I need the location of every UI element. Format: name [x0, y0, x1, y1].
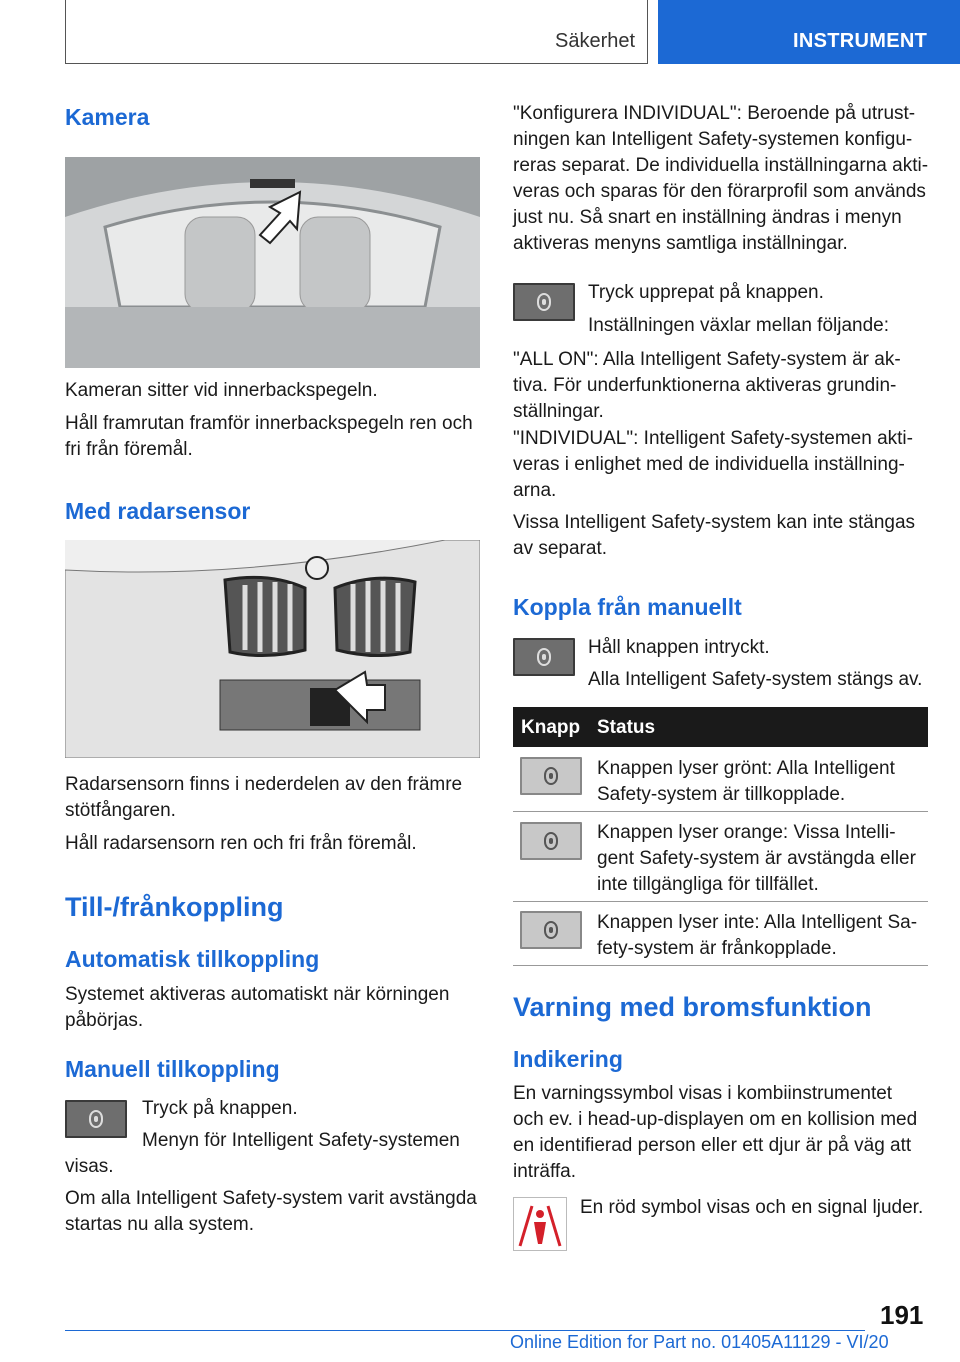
safety-button-icon: [537, 648, 551, 666]
radar-text-1a: Radarsensorn finns i nederdelen av den främre: [65, 774, 463, 795]
pedestrian-warning-symbol: [513, 1197, 567, 1251]
konfig-l6: aktiveras menyns samtliga inställningar.: [513, 233, 848, 254]
row3-l1: Knappen lyser inte: Alla Intelligent Sa-: [597, 912, 918, 933]
heading-radar: Med radarsensor: [65, 498, 251, 524]
safety-button-icon: [537, 293, 551, 311]
footer-rule: [65, 1330, 865, 1331]
alla-stangs: Alla Intelligent Safety-system stängs av.: [588, 669, 923, 690]
section-name: Säkerhet: [555, 30, 636, 52]
safety-button-icon: [544, 832, 558, 850]
allon-l3: ställningar.: [513, 401, 604, 422]
heading-varning: Varning med bromsfunktion: [513, 992, 872, 1022]
table-rule: [513, 965, 928, 966]
konfig-l3: reras separat. De individuella inställningarna akti-: [513, 155, 929, 176]
manuell-text-2b: visas.: [65, 1156, 114, 1177]
indiv-l1: "INDIVIDUAL": Intelligent Safety-systemen akti-: [513, 428, 913, 449]
button-off-state: [520, 911, 582, 949]
vissa-l1: Vissa Intelligent Safety-system kan inte stängas: [513, 512, 916, 533]
safety-button-3[interactable]: [513, 638, 575, 676]
tryck-upprepat: Tryck upprepat på knappen.: [588, 282, 824, 303]
kamera-text-2b: fri från föremål.: [65, 439, 193, 460]
manuell-text-3a: Om alla Intelligent Safety-system varit avstängda: [65, 1188, 477, 1209]
konfig-l4: veras och sparas för den förarprofil som används: [513, 181, 926, 202]
indiv-l3: arna.: [513, 480, 557, 501]
table-rule: [513, 811, 928, 812]
heading-kamera: Kamera: [65, 104, 150, 130]
radar-text-1b: stötfångaren.: [65, 800, 176, 821]
col-knapp: Knapp: [521, 717, 581, 738]
indiv-l2: veras i enlighet med de individuella inställning-: [513, 454, 905, 475]
heading-koppla-fran: Koppla från manuellt: [513, 594, 742, 620]
allon-l2: tiva. För underfunktionerna aktiveras grundin-: [513, 375, 897, 396]
ind-l1: En varningssymbol visas i kombiinstrumentet: [513, 1083, 893, 1104]
tab-instrument[interactable]: [658, 0, 960, 64]
rod-symbol-text: En röd symbol visas och en signal ljuder.: [580, 1197, 924, 1218]
safety-button-2[interactable]: [513, 283, 575, 321]
page-number: 191: [880, 1300, 924, 1330]
konfig-l1: "Konfigurera INDIVIDUAL": Beroende på utrust-: [513, 103, 916, 124]
footer-edition: Online Edition for Part no. 01405A11129 - VI/20: [510, 1332, 889, 1352]
row2-l1: Knappen lyser orange: Vissa Intelli-: [597, 822, 896, 843]
safety-button[interactable]: [65, 1100, 127, 1138]
hall-knappen: Håll knappen intryckt.: [588, 637, 770, 658]
radar-image: [65, 540, 480, 758]
konfig-l2: ningen kan Intelligent Safety-systemen konfigu-: [513, 129, 913, 150]
ind-l3: en identifierad person eller ett djur är på väg att: [513, 1135, 912, 1156]
camera-image: [65, 157, 480, 368]
heading-manuell: Manuell tillkoppling: [65, 1056, 280, 1082]
safety-button-icon: [544, 767, 558, 785]
table-rule: [513, 901, 928, 902]
row2-l3: inte tillgängliga för tillfället.: [597, 874, 819, 895]
safety-button-icon: [544, 921, 558, 939]
status-table-header: [513, 707, 928, 747]
heading-automatisk: Automatisk tillkoppling: [65, 946, 320, 972]
row3-l2: fety-system är frånkopplade.: [597, 938, 837, 959]
kamera-text-2a: Håll framrutan framför innerbackspegeln ren och: [65, 413, 473, 434]
ind-l4: inträffa.: [513, 1161, 577, 1182]
manuell-text-1: Tryck på knappen.: [142, 1098, 298, 1119]
col-status: Status: [597, 717, 656, 738]
ind-l2: och ev. i head-up-displayen om en kollision med: [513, 1109, 918, 1130]
auto-text-a: Systemet aktiveras automatiskt när körningen: [65, 984, 450, 1005]
manuell-text-2a: Menyn för Intelligent Safety-systemen: [142, 1130, 460, 1151]
manuell-text-3b: startas nu alla system.: [65, 1214, 255, 1235]
row1-l1: Knappen lyser grönt: Alla Intelligent: [597, 758, 895, 779]
konfig-l5: just nu. Så snart en inställning ändras i menyn: [513, 207, 902, 228]
kamera-text-1: Kameran sitter vid innerbackspegeln.: [65, 380, 378, 401]
pedestrian-warning-icon: [514, 1198, 566, 1250]
allon-l1: "ALL ON": Alla Intelligent Safety-system är ak-: [513, 349, 901, 370]
safety-button-icon: [89, 1110, 103, 1128]
auto-text-b: påbörjas.: [65, 1010, 144, 1031]
heading-till-frankoppling: Till-/frånkoppling: [65, 892, 284, 922]
button-green-state: [520, 757, 582, 795]
row2-l2: gent Safety-system är avstängda eller: [597, 848, 916, 869]
heading-indikering: Indikering: [513, 1046, 623, 1072]
row1-l2: Safety-system är tillkopplade.: [597, 784, 846, 805]
button-orange-state: [520, 822, 582, 860]
radar-text-2: Håll radarsensorn ren och fri från föremål.: [65, 833, 417, 854]
tab-instrument-label: INSTRUMENT: [793, 30, 928, 52]
vaxlar-text: Inställningen växlar mellan följande:: [588, 315, 890, 336]
vissa-l2: av separat.: [513, 538, 607, 559]
